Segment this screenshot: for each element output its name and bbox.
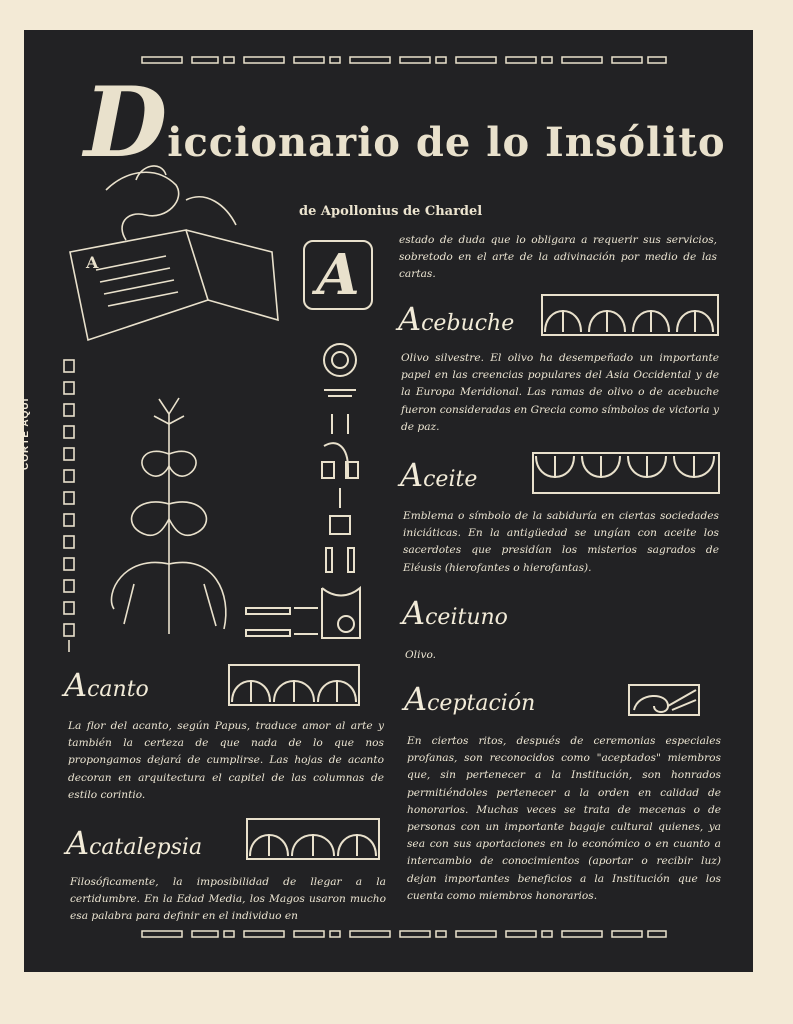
entry-aceituno-text: Olivo. <box>405 649 437 661</box>
fan-ornament-aceptacion <box>628 684 700 716</box>
middle-column-ornament <box>318 338 364 644</box>
byline: de Apollonius de Chardel <box>299 204 483 219</box>
open-book-illustration <box>66 150 286 350</box>
drop-letter: A <box>303 240 373 310</box>
top-border-ornament <box>140 56 670 64</box>
fan-ornament-acatalepsia <box>246 818 380 860</box>
entry-acebuche-text: Olivo silvestre. El olivo ha desempeñado un importante papel en las creencias populares del Asia Occidental y de la Europa Meridional. Las ramas de olivo o de acebuche fueron consideradas en Grecia como símbolos de victoria y de paz. <box>401 352 719 433</box>
corner-bracket-ornament <box>244 604 320 640</box>
fan-ornament-aceite <box>532 452 720 494</box>
title-initial: D <box>84 66 168 179</box>
acanthus-plant-illustration <box>104 394 234 644</box>
title-rest: iccionario de lo Insólito <box>167 119 726 166</box>
entry-aceite-heading: Aceite <box>400 456 478 494</box>
fan-ornament-acebuche <box>541 294 719 336</box>
svg-text:A: A <box>86 253 99 272</box>
intro-continuation: estado de duda que lo obligara a requerir sus servicios, sobretodo en el arte de la adivinación por medio de las cartas. <box>399 234 717 281</box>
entry-acanto-heading: Acanto <box>64 666 149 704</box>
fan-ornament-acanto <box>228 664 360 706</box>
entry-acanto-text: La flor del acanto, según Papus, traduce amor al arte y también la certeza de que nada de lo que nos propongamos dejará de cumplirse. Las hojas de acanto decoran en arquitectura el capitel de las columnas de estilo corintio. <box>68 720 384 801</box>
left-chain-ornament <box>62 358 76 654</box>
entry-acatalepsia-text: Filosóficamente, la imposibilidad de llegar a la certidumbre. En la Edad Media, los Magos usaron mucho esa palabra para definir en el individuo en <box>70 876 386 923</box>
entry-acebuche-heading: Acebuche <box>398 300 515 338</box>
entry-aceptacion-heading: Aceptación <box>404 680 536 718</box>
entry-aceptacion-text: En ciertos ritos, después de ceremonias especiales profanas, son reconocidos como "aceptados" miembros que, sin pertenecer a la Institución, son honrados permitiéndoles pertenecer a la orden en calidad de honorarios. Muchas veces se trata de mecenas o de personas con un importante bagaje cultural quienes, ya sea con sus aportaciones en lo económico o en cuanto a intercambio de conocimientos (aportar o recibir luz) dejan importantes beneficios a la Institución que los cuenta como miembros honorarios. <box>407 735 721 902</box>
entry-aceite-text: Emblema o símbolo de la sabiduría en ciertas sociedades iniciáticas. En la antigüedad se ungían con aceite los sacerdotes que presidían los misterios sagrados de Eléusis (hierofantes o hierofantas). <box>403 510 719 574</box>
bottom-border-ornament <box>140 930 670 938</box>
cut-here-note: CORTE AQUI <box>20 397 31 470</box>
entry-aceituno-heading: Aceituno <box>402 594 508 632</box>
entry-acatalepsia-heading: Acatalepsia <box>66 824 203 862</box>
